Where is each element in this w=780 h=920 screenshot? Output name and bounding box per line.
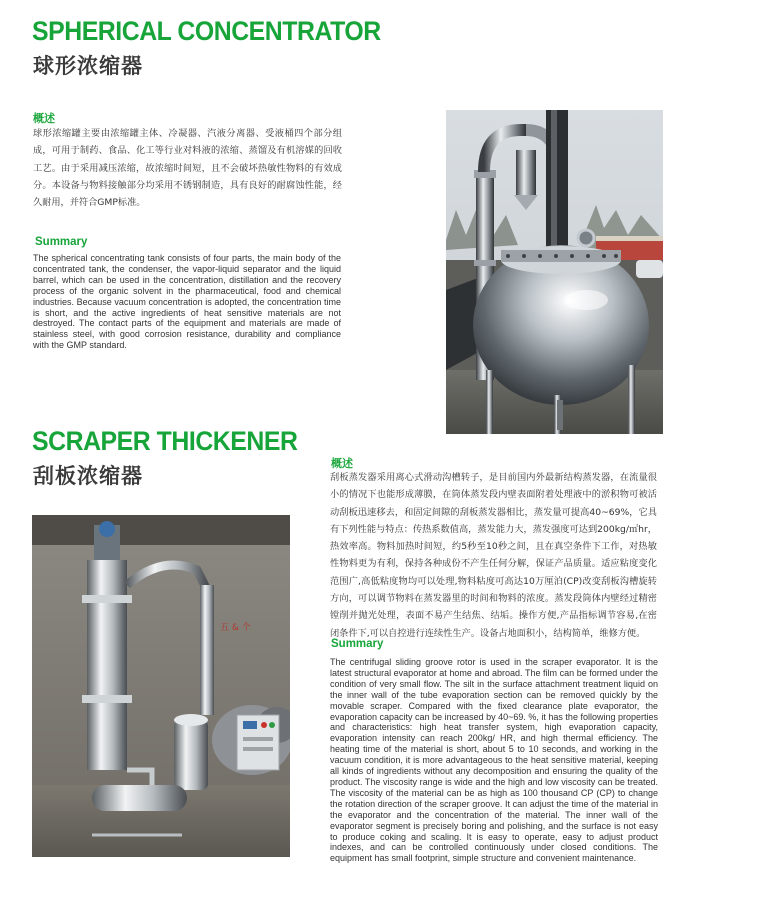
section2-title-cn: 刮板浓缩器	[33, 464, 143, 488]
section1-summary-text: The spherical concentrating tank consists of four parts, the main body of the concentrated tank, the condenser, the vapor-liquid separator and the liquid barrel, which can be used in the concentration, distillation and the recovery process of the organic solvent in the pharmaceutical, food and chemical industries. Because vacuum concentration is adopted, the concentration time is short, and the active ingredients of heat sensitive materials are not destroyed. The contact parts of the equipment and materials are made of stainless steel, with good corrosion resistance, durability and compliance with the GMP standard.	[33, 253, 341, 351]
section2-summary-text: The centrifugal sliding groove rotor is used in the scraper evaporator. It is the latest structural evaporator at home and abroad. The film can be formed under the condition of very small flow. The silt in the surface attachment treatment liquid on the inner wall of the tube evaporation section can be removed quickly by the movable scraper. Compared with the fixed clearance plate evaporator, the evaporation capacity can be increased by 40~69. %, it has the following properties and characteristics: high heat transfer system, high evaporation capacity, evaporation intensity can reach 200kg/ HR, and high thermal efficiency. The heating time of the material is short, about 5 to 10 seconds, and working in the vacuum condition, it is more advantageous to the heat sensitive material, keeping all kinds of ingredients without any decomposition and ensuring the quality of the product. The viscosity range is wide and the high and low viscosity can be treated. The viscosity of the material can be as high as 100 thousand CP (CP) to change the rotation direction of the scraper groove. It can adjust the time of the material in the evaporator and the concentration of the material. The inner wall of the evaporator segment is precisely boring and polishing, and the surface is not easy to produce coking and scaling. It is easy to operate, easy to adjust product indexes, and can be controlled continuously under closed conditions. The equipment has small footprint, simple structure and convenient maintenance.	[330, 657, 658, 864]
scraper-thickener-photo	[32, 515, 290, 857]
section2-overview-text: 刮板蒸发器采用离心式滑动沟槽转子，是目前国内外最新结构蒸发器，在流量很小的情况下也能形成薄膜，在筒体蒸发段内壁表面附着处理液中的淤积物可被活动刮板迅速移去，和固定间隙的刮板蒸发器相比，蒸发量可提高40~69%，它具有下列性能与特点：传热系数值高，蒸发能力大，蒸发强度可达到200kg/㎡hr，热效率高。物料加热时间短，约5秒至10秒之间，且在真空条件下工作，对热敏性物料更为有利，保持各种成份不产生任何分解，保证产品质量。适应粘度变化范围广,高低粘度物均可以处理,物料粘度可高达10万厘泊(CP)改变刮板沟槽旋转方向，可以调节物料在蒸发器里的时间和物料的浓度。蒸发段筒体内壁经过精密镗削并抛光处理，表面不易产生结焦、结垢。操作方便,产品指标调节容易,在密闭条件下,可以自控进行连续性生产。设备占地面积小，结构简单，维修方便。	[330, 472, 657, 639]
wall-graffiti-text: 五 & 个	[220, 623, 251, 633]
section1-summary-heading: Summary	[35, 236, 88, 248]
section1-title-cn: 球形浓缩器	[33, 54, 143, 78]
section1-title-en: SPHERICAL CONCENTRATOR	[32, 16, 381, 46]
section1-overview-heading: 概述	[33, 112, 55, 125]
section2-title-en: SCRAPER THICKENER	[32, 426, 298, 456]
section1-overview-text: 球形浓缩罐主要由浓缩罐主体、冷凝器、汽液分离器、受液桶四个部分组成，可用于制药、食品、化工等行业对料液的浓缩、蒸馏及有机溶媒的回收工艺。由于采用减压浓缩，故浓缩时间短，且不会破坏热敏性物料的有效成分。本设备与物料接触部分均采用不锈钢制造，具有良好的耐腐蚀性能，经久耐用，并符合GMP标准。	[33, 128, 342, 209]
section2-overview-heading: 概述	[331, 457, 353, 470]
section2-summary-heading: Summary	[331, 638, 384, 650]
spherical-concentrator-photo	[446, 110, 663, 434]
